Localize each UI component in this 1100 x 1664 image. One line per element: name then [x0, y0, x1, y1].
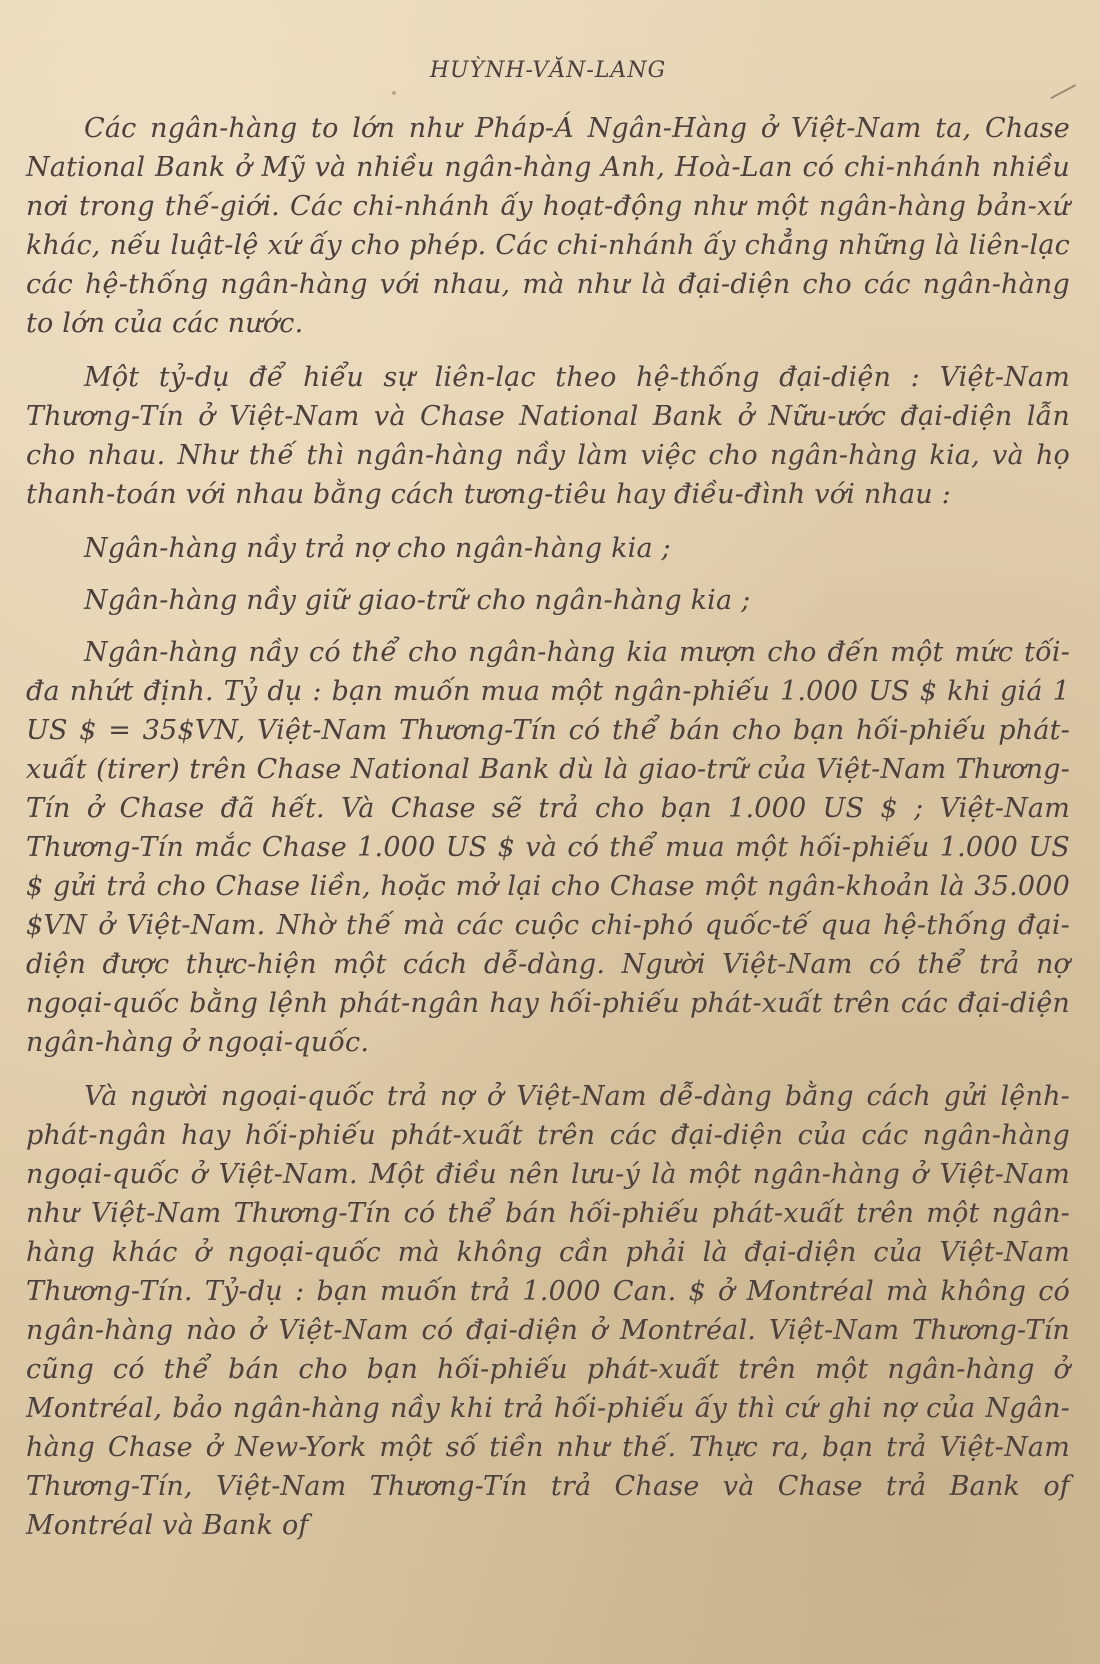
- running-header: HUỲNH-VĂN-LANG: [429, 58, 667, 83]
- paragraph-foreigners: Và người ngoại-quốc trả nợ ở Việt-Nam dễ-dàng bằng cách gửi lệnh-phát-ngân hay hối-phiếu phát-xuất trên các đại-diện của các ngân-hàng ngoại-quốc ở Việt-Nam. Một điều nên lưu-ý là một ngân-hàng ở Việt-Nam như Việt-Nam Thương-Tín có thể bán hối-phiếu phát-xuất trên một ngân-hàng khác ở ngoại-quốc mà không cần phải là đại-diện của Việt-Nam Thương-Tín. Tỷ-dụ : bạn muốn trả 1.000 Can. $ ở Montréal mà không có ngân-hàng nào ở Việt-Nam có đại-diện ở Montréal. Việt-Nam Thương-Tín cũng có thể bán cho bạn hối-phiếu phát-xuất trên một ngân-hàng ở Montréal, bảo ngân-hàng nầy khi trả hối-phiếu ấy thì cứ ghi nợ của Ngân-hàng Chase ở New-York một số tiền như thế. Thực ra, bạn trả Việt-Nam Thương-Tín, Việt-Nam Thương-Tín trả Chase và Chase trả Bank of Montréal và Bank of: [26, 1081, 1070, 1541]
- paragraph-pay-debt: Ngân-hàng nầy trả nợ cho ngân-hàng kia ;: [84, 533, 671, 564]
- paper-stain: [392, 91, 396, 95]
- paper-stain: [410, 1128, 416, 1134]
- paragraph-branches: Các ngân-hàng to lớn như Pháp-Á Ngân-Hàng ở Việt-Nam ta, Chase National Bank ở Mỹ và nhiều ngân-hàng Anh, Hoà-Lan có chi-nhánh nhiều nơi trong thế-giới. Các chi-nhánh ấy hoạt-động như một ngân-hàng bản-xứ khác, nếu luật-lệ xứ ấy cho phép. Các chi-nhánh ấy chẳng những là liên-lạc các hệ-thống ngân-hàng với nhau, mà như là đại-diện cho các ngân-hàng to lớn của các nước.: [26, 113, 1070, 339]
- paragraph-lend: Ngân-hàng nầy có thể cho ngân-hàng kia mượn cho đến một mức tối-đa nhứt định. Tỷ dụ : bạn muốn mua một ngân-phiếu 1.000 US $ khi giá 1 US $ = 35$VN, Việt-Nam Thương-Tín có thể bán cho bạn hối-phiếu phát-xuất (tirer) trên Chase National Bank dù là giao-trữ của Việt-Nam Thương-Tín ở Chase đã hết. Và Chase sẽ trả cho bạn 1.000 US $ ; Việt-Nam Thương-Tín mắc Chase 1.000 US $ và có thể mua một hối-phiếu 1.000 US $ gửi trả cho Chase liền, hoặc mở lại cho Chase một ngân-khoản là 35.000 $VN ở Việt-Nam. Nhờ thế mà các cuộc chi-phó quốc-tế qua hệ-thống đại-diện được thực-hiện một cách dễ-dàng. Người Việt-Nam có thể trả nợ ngoại-quốc bằng lệnh phát-ngân hay hối-phiếu phát-xuất trên các đại-diện ngân-hàng ở ngoại-quốc.: [26, 637, 1070, 1058]
- paragraph-keep-deposit: Ngân-hàng nầy giữ giao-trữ cho ngân-hàng kia ;: [84, 585, 751, 616]
- paragraph-example: Một tỷ-dụ để hiểu sự liên-lạc theo hệ-thống đại-diện : Việt-Nam Thương-Tín ở Việt-Nam và Chase National Bank ở Nữu-ước đại-diện lẫn cho nhau. Như thế thì ngân-hàng nầy làm việc cho ngân-hàng kia, và họ thanh-toán với nhau bằng cách tương-tiêu hay điều-đình với nhau :: [26, 362, 1070, 510]
